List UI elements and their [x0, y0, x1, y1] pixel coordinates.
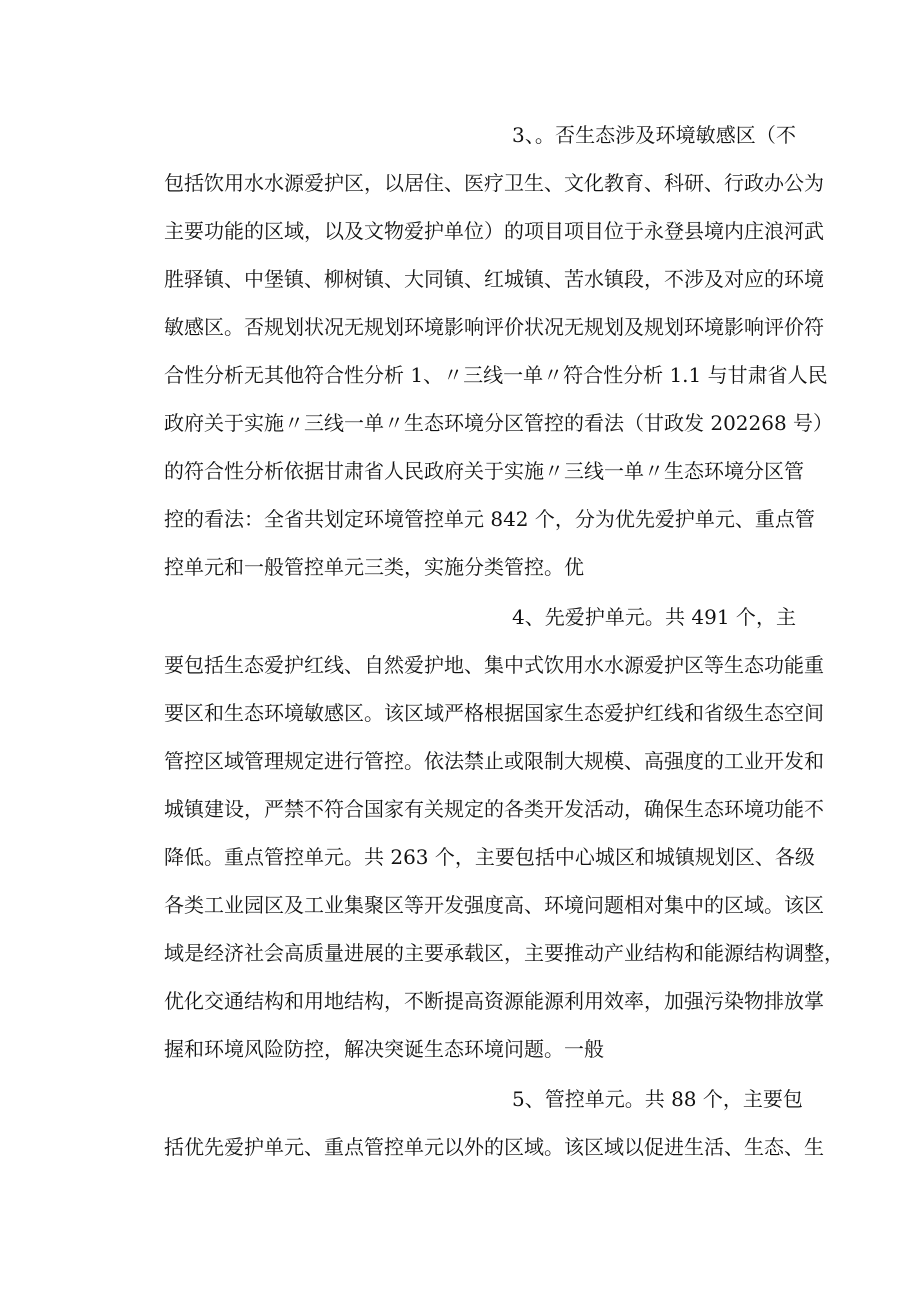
paragraph-line: 主要功能的区域，以及文物爱护单位）的项目项目位于永登县境内庄浪河武: [164, 219, 824, 243]
paragraph-line: 包括饮用水水源爱护区，以居住、医疗卫生、文化教育、科研、行政办公为: [164, 171, 824, 195]
paragraph-line: 括优先爱护单元、重点管控单元以外的区域。该区域以促进生活、生态、生: [164, 1135, 824, 1159]
paragraph-line: 控单元和一般管控单元三类，实施分类管控。优: [164, 555, 584, 579]
paragraph-line: 要区和生态环境敏感区。该区域严格根据国家生态爱护红线和省级生态空间: [164, 701, 824, 725]
paragraph-line: 优化交通结构和用地结构，不断提高资源能源利用效率，加强污染物排放掌: [164, 989, 824, 1013]
paragraph-line: 3、。否生态涉及环境敏感区（不: [512, 123, 796, 147]
paragraph-line: 政府关于实施〃三线一单〃生态环境分区管控的看法（甘政发 202268 号）: [164, 411, 834, 435]
paragraph-line: 4、先爱护单元。共 491 个，主: [512, 605, 796, 629]
paragraph-line: 的符合性分析依据甘肃省人民政府关于实施〃三线一单〃生态环境分区管: [164, 459, 804, 483]
paragraph-line: 管控区域管理规定进行管控。依法禁止或限制大规模、高强度的工业开发和: [164, 749, 824, 773]
paragraph-line: 各类工业园区及工业集聚区等开发强度高、环境问题相对集中的区域。该区: [164, 893, 824, 917]
paragraph-line: 胜驿镇、中堡镇、柳树镇、大同镇、红城镇、苦水镇段，不涉及对应的环境: [164, 267, 824, 291]
paragraph-line: 敏感区。否规划状况无规划环境影响评价状况无规划及规划环境影响评价符: [164, 315, 824, 339]
paragraph-line: 域是经济社会高质量进展的主要承载区，主要推动产业结构和能源结构调整，: [164, 941, 844, 965]
paragraph-line: 城镇建设，严禁不符合国家有关规定的各类开发活动，确保生态环境功能不: [164, 797, 824, 821]
paragraph-line: 控的看法：全省共划定环境管控单元 842 个，分为优先爱护单元、重点管: [164, 507, 815, 531]
paragraph-line: 握和环境风险防控，解决突诞生态环境问题。一般: [164, 1037, 604, 1061]
paragraph-line: 降低。重点管控单元。共 263 个，主要包括中心城区和城镇规划区、各级: [164, 845, 815, 869]
paragraph-line: 5、管控单元。共 88 个，主要包: [512, 1087, 803, 1111]
paragraph-line: 要包括生态爱护红线、自然爱护地、集中式饮用水水源爱护区等生态功能重: [164, 653, 824, 677]
paragraph-line: 合性分析无其他符合性分析 1、〃三线一单〃符合性分析 1.1 与甘肃省人民: [164, 363, 828, 387]
